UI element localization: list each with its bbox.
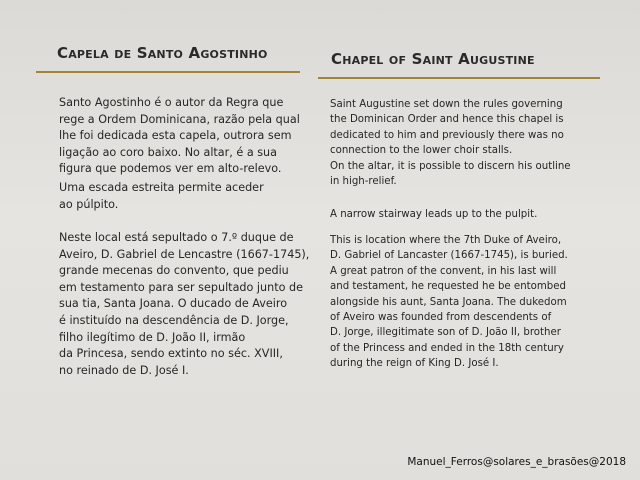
portuguese-paragraph-1 xyxy=(59,95,309,178)
text-line: This is location where the 7th Duke of Aveiro, xyxy=(330,235,562,246)
text-line: lhe foi dedicada esta capela, outrora sem xyxy=(59,129,292,143)
text-line: Aveiro, D. Gabriel de Lencastre (1667-1745), xyxy=(59,247,310,261)
portuguese-title-rule xyxy=(36,71,300,73)
text-line: and testament, he requested he be entombed xyxy=(330,281,567,293)
text-line: rege a Ordem Dominicana, razão pela qual xyxy=(59,112,300,126)
text-line: no reinado de D. José I. xyxy=(59,363,189,377)
text-line: connection to the lower choir stalls. xyxy=(330,145,513,157)
text-line: D. Gabriel of Lancaster (1667-1745), is buried. xyxy=(330,250,568,262)
text-line: figura que podemos ver em alto-relevo. xyxy=(59,162,282,176)
english-title: Chapel of Saint Augustine xyxy=(331,50,535,68)
english-title-rule xyxy=(318,77,600,79)
photo-credit-watermark: Manuel_Ferros@solares_e_brasões@2018 xyxy=(407,456,626,468)
text-line: of the Princess and ended in the 18th century xyxy=(330,342,564,354)
text-line: On the altar, it is possible to discern his outline xyxy=(330,160,571,172)
english-paragraph-3 xyxy=(330,233,612,372)
text-line: of Aveiro was founded from descendents of xyxy=(330,312,552,324)
text-line: em testamento para ser sepultado junto de xyxy=(59,280,303,294)
text-line: ligação ao coro baixo. No altar, é a sua xyxy=(59,145,278,159)
text-line: ao púlpito. xyxy=(59,197,119,211)
text-line: A narrow stairway leads up to the pulpit. xyxy=(330,209,538,220)
text-line: é instituído na descendência de D. Jorge, xyxy=(59,313,289,327)
text-line: Uma escada estreita permite aceder xyxy=(59,181,264,194)
text-line: Neste local está sepultado o 7.º duque de xyxy=(59,231,294,244)
text-line: during the reign of King D. José I. xyxy=(330,358,499,370)
portuguese-paragraph-2 xyxy=(59,180,309,213)
english-paragraph-2 xyxy=(330,207,612,222)
portuguese-paragraph-3 xyxy=(59,230,309,379)
text-line: D. Jorge, illegitimate son of D. João II, brother xyxy=(330,327,561,339)
text-line: dedicated to him and previously there was no xyxy=(330,129,564,141)
text-line: grande mecenas do convento, que pediu xyxy=(59,264,289,278)
text-line: the Dominican Order and hence this chapel is xyxy=(330,114,564,126)
text-line: alongside his aunt, Santa Joana. The dukedom xyxy=(330,296,567,308)
text-line: da Princesa, sendo extinto no séc. XVIII, xyxy=(59,347,283,361)
text-line: sua tia, Santa Joana. O ducado de Aveiro xyxy=(59,297,288,311)
text-line: Saint Augustine set down the rules governing xyxy=(330,99,563,110)
text-line: filho ilegítimo de D. João II, irmão xyxy=(59,330,246,344)
text-line: Santo Agostinho é o autor da Regra que xyxy=(59,96,284,109)
portuguese-title: Capela de Santo Agostinho xyxy=(57,44,268,62)
text-line: in high-relief. xyxy=(330,176,397,188)
text-line: A great patron of the convent, in his last will xyxy=(330,265,557,277)
english-paragraph-1 xyxy=(330,97,612,189)
